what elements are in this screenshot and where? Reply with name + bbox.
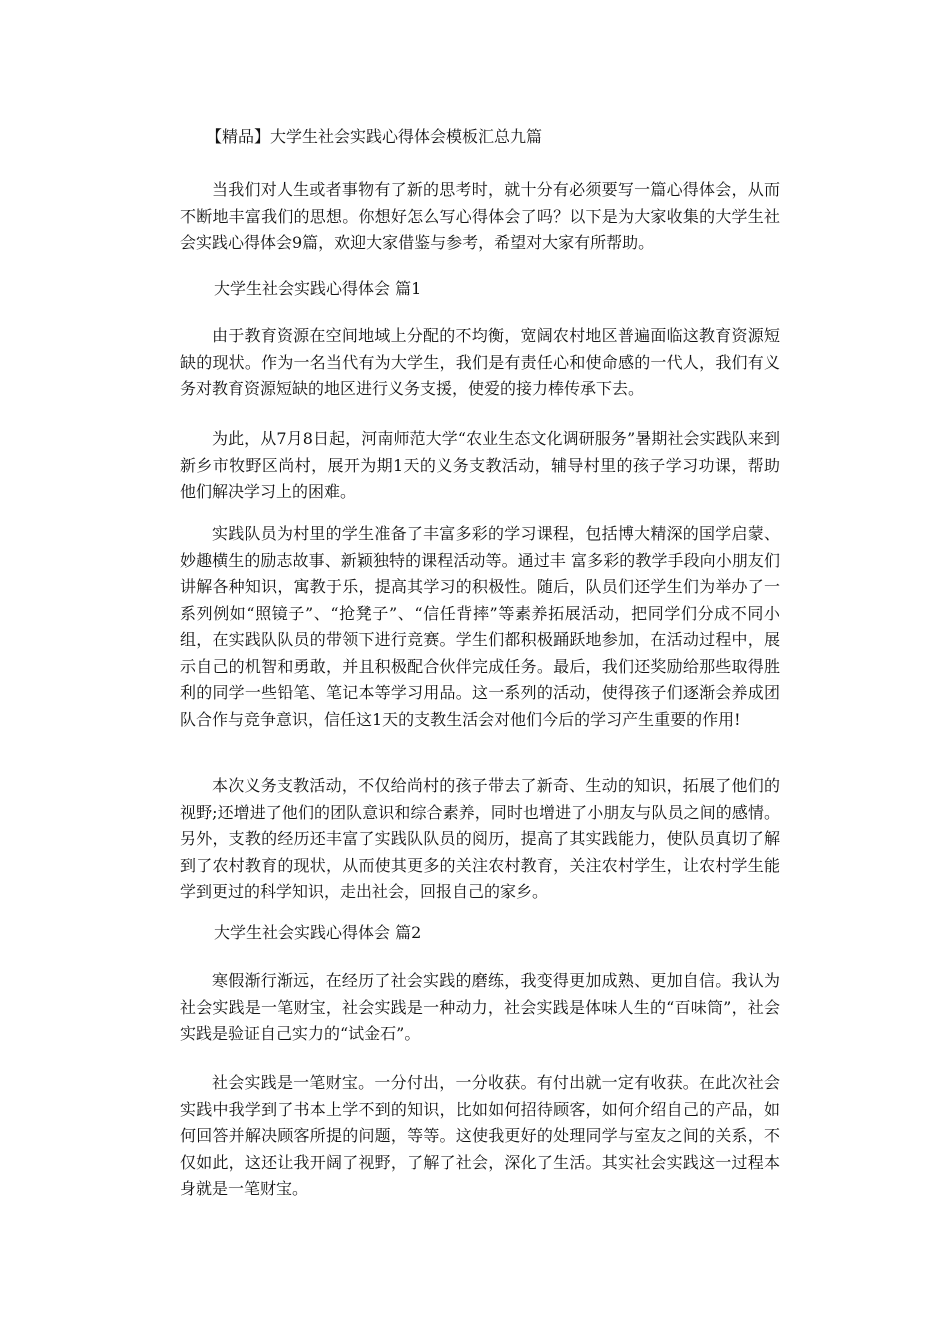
section-1-paragraph-1: 由于教育资源在空间地域上分配的不均衡，宽阔农村地区普遍面临这教育资源短缺的现状。作为一名当代有为大学生，我们是有责任心和使命感的一代人，我们有义务对教育资源短缺的地区进行义务支援，使爱的接力棒传承下去。 <box>180 326 780 398</box>
section-2-heading: 大学生社会实践心得体会 篇2 <box>214 923 422 942</box>
section-1-heading: 大学生社会实践心得体会 篇1 <box>214 279 422 298</box>
section-1-paragraph-3: 实践队员为村里的学生准备了丰富多彩的学习课程，包括博大精深的国学启蒙、妙趣横生的励志故事、新颖独特的课程活动等。通过丰 富多彩的教学手段向小朋友们讲解各种知识，寓教于乐，提高其学习的积极性。随后，队员们还学生们为举办了一系列例如“照镜子”、“抢凳子”、“信任背摔”等素养拓展活动，把同学们分成不同小组，在实践队队员的带领下进行竞赛。学生们都积极踊跃地参加，在活动过程中，展示自己的机智和勇敢，并且积极配合伙伴完成任务。最后，我们还奖励给那些取得胜利的同学一些铅笔、笔记本等学习用品。这一系列的活动，使得孩子们逐渐会养成团队合作与竞争意识，信任这1天的支教生活会对他们今后的学习产生重要的作用! <box>180 524 780 729</box>
document-title: 【精品】大学生社会实践心得体会模板汇总九篇 <box>206 127 543 146</box>
section-2-paragraph-2: 社会实践是一笔财宝。一分付出，一分收获。有付出就一定有收获。在此次社会实践中我学到了书本上学不到的知识，比如如何招待顾客，如何介绍自己的产品，如何回答并解决顾客所提的问题，等等。这使我更好的处理同学与室友之间的关系，不仅如此，这还让我开阔了视野，了解了社会，深化了生活。其实社会实践这一过程本身就是一笔财宝。 <box>180 1073 780 1198</box>
intro-paragraph: 当我们对人生或者事物有了新的思考时，就十分有必须要写一篇心得体会，从而不断地丰富我们的思想。你想好怎么写心得体会了吗？以下是为大家收集的大学生社会实践心得体会9篇，欢迎大家借鉴与参考，希望对大家有所帮助。 <box>180 180 780 252</box>
section-1-paragraph-2: 为此，从7月8日起，河南师范大学“农业生态文化调研服务”暑期社会实践队来到新乡市牧野区尚村，展开为期1天的义务支教活动，辅导村里的孩子学习功课，帮助他们解决学习上的困难。 <box>180 429 780 501</box>
section-1-paragraph-4: 本次义务支教活动，不仅给尚村的孩子带去了新奇、生动的知识，拓展了他们的视野;还增进了他们的团队意识和综合素养，同时也增进了小朋友与队员之间的感情。另外，支教的经历还丰富了实践队队员的阅历，提高了其实践能力，使队员真切了解到了农村教育的现状，从而使其更多的关注农村教育，关注农村学生，让农村学生能学到更过的科学知识，走出社会，回报自己的家乡。 <box>180 776 780 901</box>
section-2-paragraph-1: 寒假渐行渐远，在经历了社会实践的磨练，我变得更加成熟、更加自信。我认为社会实践是一笔财宝，社会实践是一种动力，社会实践是体味人生的“百味筒”，社会实践是验证自己实力的“试金石”。 <box>180 971 780 1043</box>
